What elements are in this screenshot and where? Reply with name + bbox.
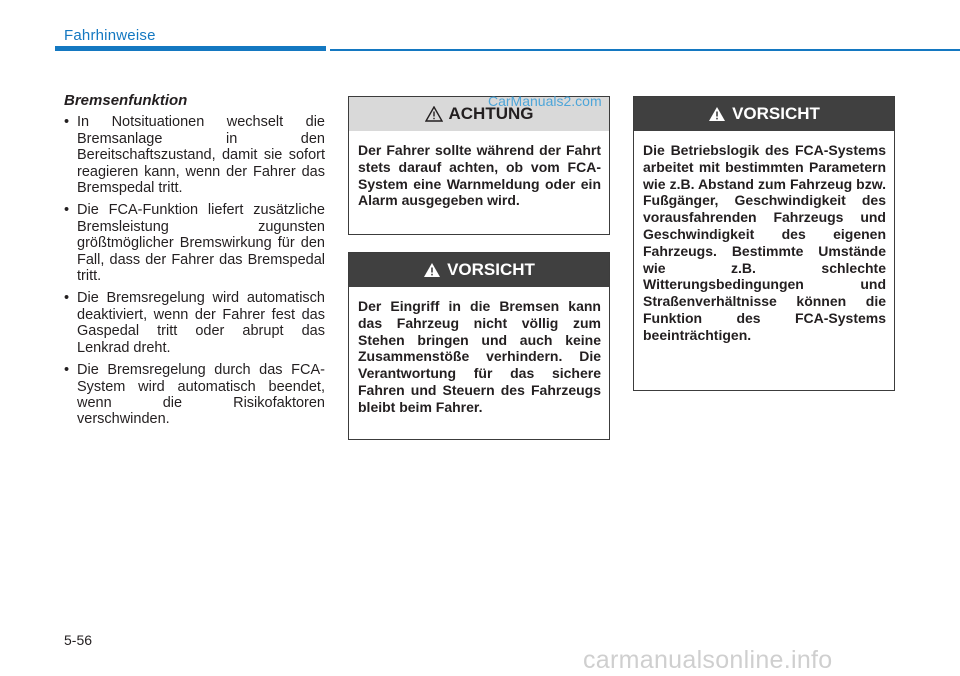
vorsicht-box-middle	[348, 252, 610, 440]
warning-triangle-outline-icon	[425, 106, 443, 122]
vorsicht-text-middle: Der Eingriff in die Bremsen kann das Fahrzeug nicht völlig zum Stehen bringen und auch keine Zusammenstöße verhindern. Die Verantwortung für das sichere Fahren und Steuern des Fahrzeugs bleibt beim Fahrer.	[358, 298, 601, 415]
vorsicht-box-right	[633, 96, 895, 391]
section-title: Fahrhinweise	[64, 27, 156, 44]
warning-triangle-filled-icon	[708, 106, 726, 122]
subheading: Bremsenfunktion	[64, 92, 188, 109]
bullet-list	[64, 114, 325, 427]
vorsicht-title-right: VORSICHT	[732, 104, 820, 123]
watermark: CarManuals2.com	[488, 93, 602, 109]
footer-site-mark[interactable]: carmanualsonline.info	[583, 646, 833, 674]
bullet-item: • In Notsituationen wechselt die Bremsanlage in den Bereitschaftszustand, damit sie sofort reagieren kann, wenn der Fahrer das Bremspedal tritt.	[64, 114, 325, 196]
bullet-item: • Die Bremsregelung wird automatisch deaktiviert, wenn der Fahrer fest das Gaspedal tritt oder abrupt das Lenkrad dreht.	[64, 290, 325, 356]
vorsicht-header-middle	[349, 253, 609, 287]
vorsicht-header-right	[634, 97, 894, 131]
vorsicht-text-right: Die Betriebslogik des FCA-Systems arbeitet mit bestimmten Parametern wie z.B. Abstand zum Fahrzeug bzw. Fußgänger, Geschwindigkeit des vorausfahrenden Fahrzeugs und Geschwindigkeit des eigenen Fahrzeugs. Bestimmte Umstände wie z.B. schlechte Witterungsbedingungen und Straßenverhältnisse können die Funktion des FCA-Systems beeinträchtigen.	[643, 142, 886, 343]
bullet-item: • Die FCA-Funktion liefert zusätzliche Bremsleistung zugunsten größtmöglicher Bremswirkung für den Fall, dass der Fahrer das Bremspedal tritt.	[64, 202, 325, 284]
warning-triangle-filled-icon	[423, 262, 441, 278]
page-number: 5-56	[64, 632, 93, 648]
achtung-title: ACHTUNG	[448, 104, 534, 123]
header-rule-thick	[55, 46, 326, 51]
achtung-box	[348, 96, 610, 235]
vorsicht-title-middle: VORSICHT	[447, 260, 535, 279]
achtung-text: Der Fahrer sollte während der Fahrt stets darauf achten, ob vom FCA-System eine Warnmeldung oder ein Alarm ausgegeben wird.	[358, 142, 601, 209]
left-column	[64, 93, 325, 434]
bullet-item: • Die Bremsregelung durch das FCA-System wird automatisch beendet, wenn die Risikofaktoren verschwinden.	[64, 362, 325, 428]
header-rule-thin	[330, 49, 960, 51]
